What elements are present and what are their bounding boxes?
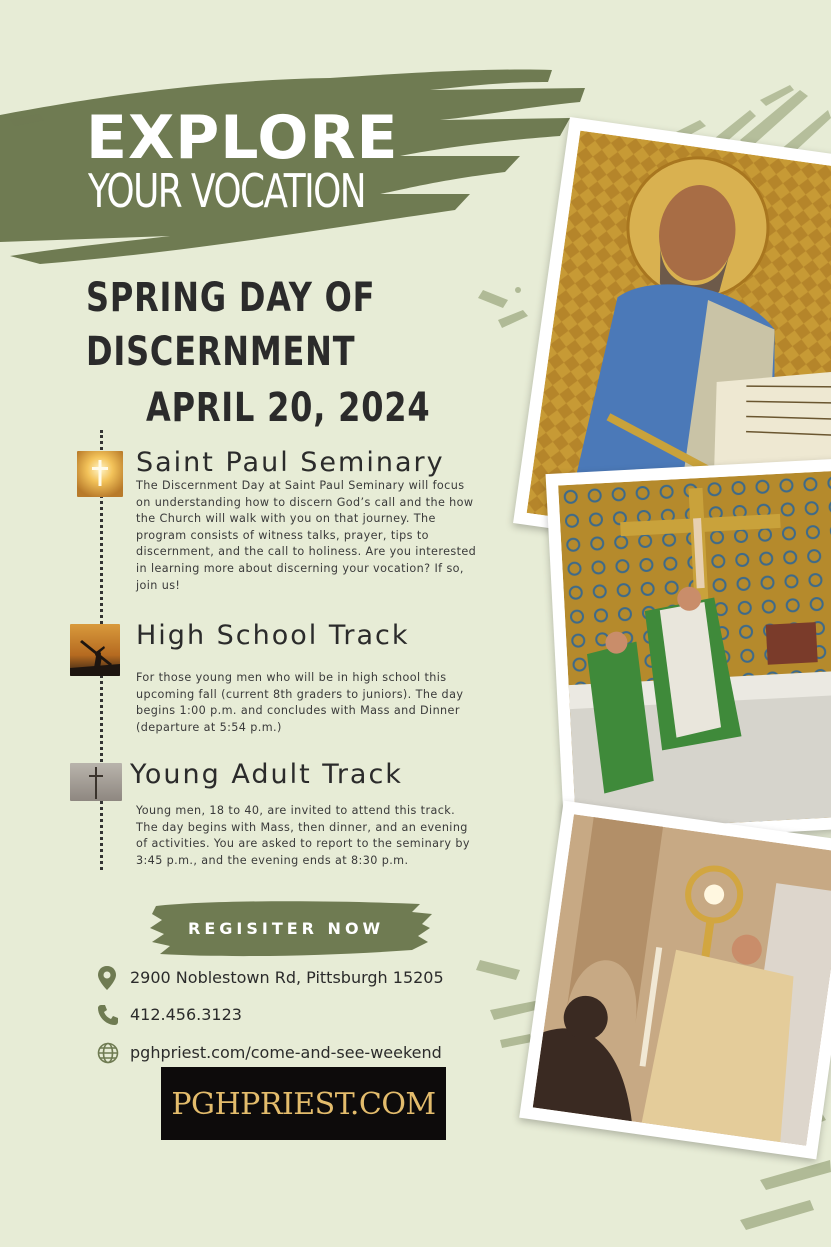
event-title-line1: SPRING DAY OF bbox=[86, 275, 376, 321]
address-text: 2900 Noblestown Rd, Pittsburgh 15205 bbox=[130, 968, 444, 987]
photo-eucharistic-adoration bbox=[519, 801, 831, 1160]
silhouette-icon bbox=[70, 624, 120, 676]
cross-carrier-thumbnail bbox=[70, 624, 120, 676]
phone-text: 412.456.3123 bbox=[130, 1005, 242, 1024]
cross-light-thumbnail bbox=[77, 451, 123, 497]
section-title: High School Track bbox=[136, 620, 410, 651]
location-pin-icon bbox=[97, 966, 117, 990]
event-date: APRIL 20, 2024 bbox=[146, 385, 431, 431]
globe-icon bbox=[97, 1042, 119, 1064]
photo-altar-mass bbox=[546, 458, 831, 843]
header-title-line2: YOUR VOCATION bbox=[88, 164, 366, 218]
register-now-button[interactable] bbox=[150, 898, 435, 960]
register-label: REGISITER NOW bbox=[188, 919, 385, 938]
phone-icon bbox=[97, 1004, 119, 1026]
cross-stone-thumbnail bbox=[70, 763, 122, 801]
cross-icon bbox=[77, 451, 123, 497]
section-body: For those young men who will be in high school this upcoming fall (current 8th graders to juniors). The day begins 1:00 p.m. and concludes with Mass and Dinner (departure at 5:54 p.m.) bbox=[136, 671, 464, 734]
section-body: Young men, 18 to 40, are invited to attend this track. The day begins with Mass, then dinner, and an evening of activities. You are asked to report to the seminary by 3:45 p.m., and the evening ends at 8:30 p.m. bbox=[136, 804, 470, 867]
section-title: Young Adult Track bbox=[130, 759, 403, 790]
cross-icon bbox=[70, 763, 122, 801]
section-body: The Discernment Day at Saint Paul Seminary will focus on understanding how to discern God’s call and the how the Church will walk with you on that journey. The program consists of witness talks, prayer, tips to discernment, and the call to holiness. Are you interested in learning more about discerning your vocation? If so, join us! bbox=[136, 479, 477, 592]
pghpriest-logo[interactable] bbox=[161, 1067, 446, 1140]
section-title: Saint Paul Seminary bbox=[136, 447, 445, 478]
website-link[interactable]: pghpriest.com/come-and-see-weekend bbox=[130, 1043, 442, 1062]
header-title-line1: EXPLORE bbox=[86, 103, 399, 173]
event-title-line2: DISCERNMENT bbox=[86, 329, 356, 375]
logo-text: PGHPRIEST.COM bbox=[171, 1087, 436, 1122]
